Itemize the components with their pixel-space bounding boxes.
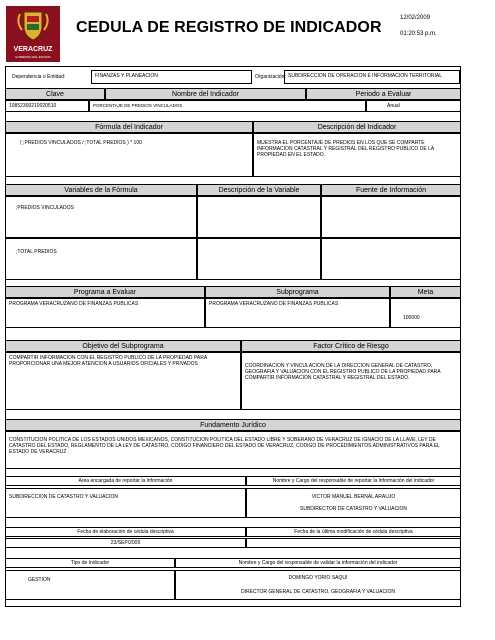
descripcion-variable-header: Descripción de la Variable xyxy=(197,184,321,196)
variable-row-1 xyxy=(5,196,197,238)
validar-cargo: DIRECTOR GENERAL DE CATASTRO, GEOGRAFIA Y VALUACION xyxy=(240,589,395,595)
clave-header: Clave xyxy=(5,88,105,100)
area-label: Area encargada de reportar la información xyxy=(5,476,246,486)
organizacion-field: SUBDIRECCION DE OPERACION E INFORMACION TERRITORIAL xyxy=(284,70,460,84)
validar-nombre: DOMINGO YORIO SAQUI xyxy=(288,575,348,581)
responsable-cargo: SUBDIRECTOR DE CATASTRO Y VALUACION xyxy=(300,506,407,512)
veracruz-logo xyxy=(6,6,60,62)
print-time: 01:20:53 p.m. xyxy=(400,31,437,37)
subprograma-header: Subprograma xyxy=(205,286,390,298)
variable-description-2 xyxy=(197,238,321,280)
logo-tagline: GOBIERNO DEL ESTADO xyxy=(15,55,51,59)
objetivo-value: COMPARTIR INFORMACION CON EL REGISTRO PUBLICO DE LA PROPIEDAD PARA PROPORCIONAR UNA MEJOR ATENCION A USUARIOS OFICIALES Y PRIVADOS xyxy=(5,352,241,410)
programa-value: PROGRAMA VERACRUZANO DE FINANZAS PUBLICAS xyxy=(5,298,205,328)
fecha-modificacion-value xyxy=(246,538,461,548)
factor-header: Factor Crítico de Riesgo xyxy=(241,340,461,352)
variable-name: ;TOTAL PREDIOS xyxy=(16,249,57,255)
dependencia-label: Dependencia o Entidad: xyxy=(12,74,66,80)
responsable-reportar-box xyxy=(246,488,461,518)
fuente-header: Fuente de Información xyxy=(321,184,461,196)
fundamento-header: Fundamento Jurídico xyxy=(5,419,461,431)
formula-header: Fórmula del Indicador xyxy=(5,121,253,133)
responsable-nombre: VICTOR MANUEL BERNAL ARAUJO xyxy=(311,494,396,500)
nombre-header: Nombre del Indicador xyxy=(105,88,306,100)
responsable-validar-label: Nombre y Cargo del responsable de validar la información del indicador xyxy=(175,558,461,568)
descripcion-indicador-value: MUESTRA EL PORCENTAJE DE PREDIOS EN LOS QUE SE COMPARTE INFORMACION CATASTRAL Y REGISTRAL DEL REGISTRO PUBLICO DE LA PROPIEDAD EN EL ESTADO. xyxy=(253,133,461,177)
tipo-indicador-label: Tipo de Indicador xyxy=(5,558,175,568)
dependencia-field: FINANZAS Y PLANEACION xyxy=(91,70,252,84)
fundamento-value: CONSTITUCION POLITICA DE LOS ESTADOS UNIDOS MEXICANOS, CONSTITUCION POLITICA DEL ESTADO LIBRE Y SOBERANO DE VERACRUZ DE IGNACIO DE LA LLAVE, LEY DE CATASTRO DEL ESTADO, REGLAMENTO DE LA LEY DE CATASTRO, CODIGO FINANCIERO DEL ESTADO DE VERACRUZ, CODIGO DE PROCEDIMIENTOS ADMINISTRATIVOS PARA EL ESTADO DE VERACRUZ xyxy=(5,431,461,469)
descripcion-indicador-header: Descripción del Indicador xyxy=(253,121,461,133)
variable-row-2 xyxy=(5,238,197,280)
organizacion-label: Organización: xyxy=(255,74,286,80)
variable-source-1 xyxy=(321,196,461,238)
fecha-elaboracion-label: Fecha de elaboración de cédula descriptiva xyxy=(5,527,246,537)
nombre-value: PORCENTAJE DE PREDIOS VINCULADOS xyxy=(89,100,366,112)
variable-source-2 xyxy=(321,238,461,280)
fecha-elaboracion-value: 23/SEP/2009 xyxy=(5,538,246,548)
area-value: SUBDIRECCION DE CATASTRO Y VALUACION xyxy=(5,488,246,518)
factor-value: COORDINACION Y VINCULACION DE LA DIRECCION GENERAL DE CATASTRO, GEOGRAFIA Y VALUACION CON EL REGISTRO PUBLICO DE LA PROPIEDAD PARA COMPARTIR INFORMACION CATASTRAL Y REGISTRAL DEL ESTADO. xyxy=(241,352,461,410)
fecha-modificacion-label: Fecha de la última modificación de cédula descriptiva xyxy=(246,527,461,537)
programa-header: Programa a Evaluar xyxy=(5,286,205,298)
logo-text: VERACRUZ xyxy=(13,46,53,53)
print-date: 12/02/2009 xyxy=(400,15,431,21)
variable-description-1 xyxy=(197,196,321,238)
formula-value: ( ;PREDIOS VINCULADOS / ;TOTAL PREDIOS ) * 100 xyxy=(5,133,253,177)
clave-value: 10852300210020510 xyxy=(5,100,89,112)
variable-name: ;PREDIOS VINCULADOS xyxy=(16,205,74,211)
meta-value: 100000 xyxy=(390,298,461,328)
tipo-indicador-value: GESTION xyxy=(5,570,175,600)
periodo-value: Anual xyxy=(366,100,461,112)
variables-header: Variables de la Fórmula xyxy=(5,184,197,196)
periodo-header: Periodo a Evaluar xyxy=(306,88,461,100)
responsable-reportar-label: Nombre y Cargo del responsable de reportar la información del indicador xyxy=(246,476,461,486)
responsable-validar-box xyxy=(175,570,461,600)
page-title: CEDULA DE REGISTRO DE INDICADOR xyxy=(76,19,382,36)
objetivo-header: Objetivo del Subprograma xyxy=(5,340,241,352)
subprograma-value: PROGRAMA VERACRUZANO DE FINANZAS PUBLICAS xyxy=(205,298,390,328)
meta-header: Meta xyxy=(390,286,461,298)
